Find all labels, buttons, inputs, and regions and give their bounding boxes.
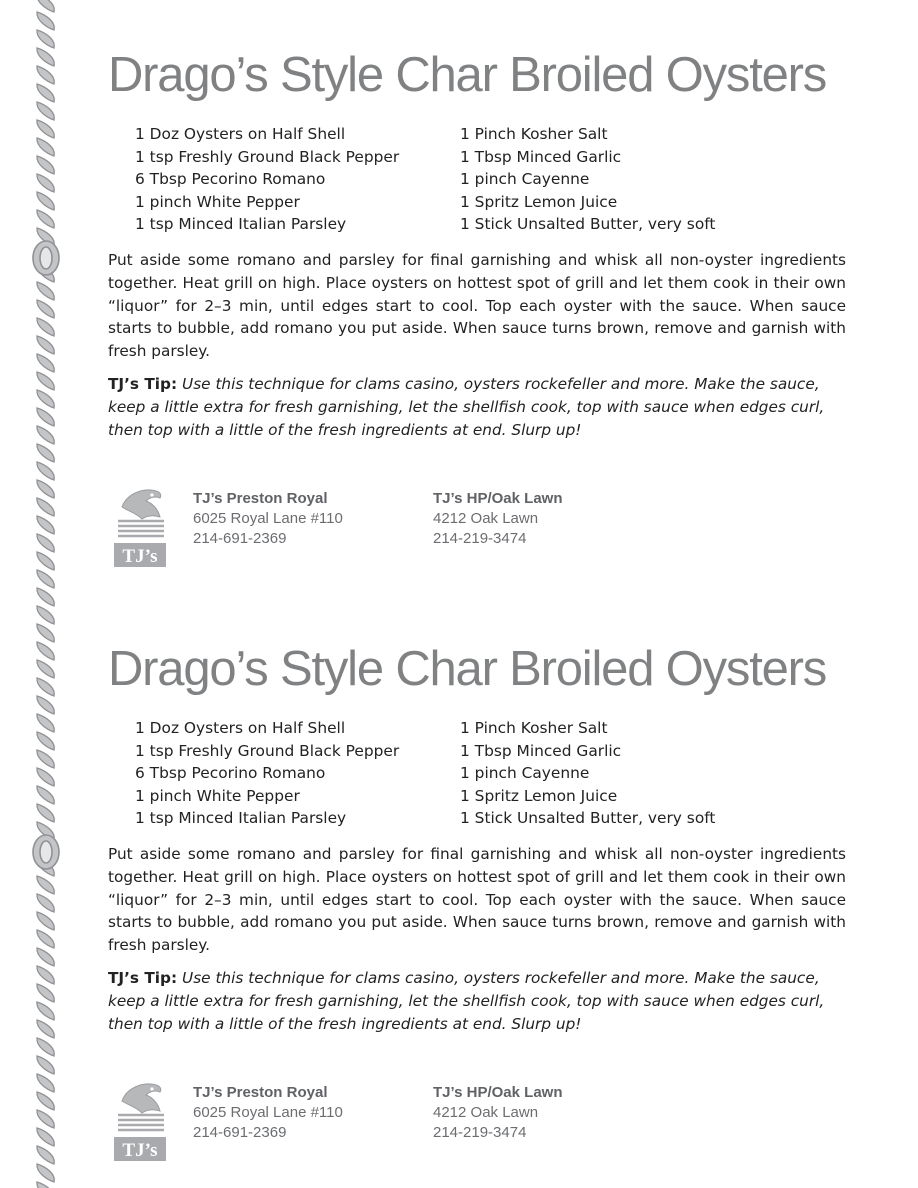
rope-strand [37,984,54,1002]
rope-strand [37,1146,54,1164]
rope-knot [33,835,59,869]
rope-strand [37,948,54,966]
rope-strand [37,570,54,588]
rope-strand [37,696,54,714]
recipe-title: Drago’s Style Char Broiled Oysters [108,48,827,102]
rope-strand [37,408,54,426]
tip-label: TJ’s Tip: [108,374,178,393]
tip-text: Use this technique for clams casino, oysters rockefeller and more. Make the sauce, keep a little extra for fresh garnishing, let the shellfish cook, top with sauce when edges curl, then top with a little of the fresh ingredients at end. Slurp up! [108,968,825,1033]
rope-strand [37,606,54,624]
location-address: 6025 Royal Lane #110 [193,1104,343,1122]
rope-strand [37,624,54,642]
rope-strand [37,390,54,408]
rope-strand [37,804,54,822]
logo-text: TJ’s [122,546,158,568]
rope-strand [37,714,54,732]
rope-strand [37,732,54,750]
ingredients-left-column [135,123,399,236]
rope-strand [37,966,54,984]
rope-strand [37,210,54,228]
rope-strand [37,354,54,372]
ingredient-item: 1 pinch Cayenne [460,764,590,783]
rope-strand [37,0,54,12]
ingredient-item: 1 Tbsp Minced Garlic [460,147,622,166]
rope-strand [37,1074,54,1092]
location-address: 4212 Oak Lawn [433,1104,539,1122]
method-paragraph: Put aside some romano and parsley for final garnishing and whisk all non-oyster ingredients together. Heat grill on high. Place oysters on hottest spot of grill and let them cook in their own “liquor” for 2–3 min, until edges start to cool. Top each oyster with the sauce. When sauce starts to bubble, add romano you put aside. When sauce turns brown, remove and garnish with fresh parsley. [108,251,846,361]
rope-strand [37,318,54,336]
rope-strand [37,678,54,696]
location-name: TJ’s HP/Oak Lawn [433,1084,563,1102]
method-paragraph: Put aside some romano and parsley for final garnishing and whisk all non-oyster ingredients together. Heat grill on high. Place oysters on hottest spot of grill and let them cook in their own “liquor” for 2–3 min, until edges start to cool. Top each oyster with the sauce. When sauce starts to bubble, add romano you put aside. When sauce turns brown, remove and garnish with fresh parsley. [108,845,846,955]
tjs-fish-logo-icon [112,1079,168,1163]
rope-strand [37,12,54,30]
rope-strand [37,1020,54,1038]
ingredient-item: 1 Doz Oysters on Half Shell [135,125,346,143]
rope-strand [37,912,54,930]
rope-strand [37,498,54,516]
rope-strand [37,1002,54,1020]
ingredient-item: 1 Pinch Kosher Salt [460,719,608,737]
rope-strand [37,174,54,192]
ingredients-list [108,717,848,829]
ingredient-item: 1 Spritz Lemon Juice [460,786,618,805]
rope-strand [37,930,54,948]
rope-strand [37,102,54,120]
location-name: TJ’s Preston Royal [193,1084,328,1102]
rope-strand [37,660,54,678]
rope-strand [37,138,54,156]
rope-strand [37,1164,54,1182]
ingredient-item: 1 Pinch Kosher Salt [460,125,608,143]
location-preston-royal [193,1083,343,1142]
rope-strand [37,426,54,444]
ingredient-item: 1 pinch White Pepper [135,786,300,805]
ingredient-item: 1 tsp Freshly Ground Black Pepper [135,741,400,760]
recipe-card [108,638,848,1171]
location-phone: 214-691-2369 [193,529,287,547]
rope-strand [37,876,54,894]
tip-text: Use this technique for clams casino, oysters rockefeller and more. Make the sauce, keep a little extra for fresh garnishing, let the shellfish cook, top with sauce when edges curl, then top with a little of the fresh ingredients at end. Slurp up! [108,374,825,439]
rope-strand [37,1182,54,1188]
logo-text: TJ’s [122,1140,158,1162]
ingredients-right-column [460,123,715,236]
recipe-title: Drago’s Style Char Broiled Oysters [108,642,827,696]
tip-label: TJ’s Tip: [108,968,178,987]
ingredient-item: 6 Tbsp Pecorino Romano [135,764,326,783]
rope-strand [37,48,54,66]
card-footer [108,487,848,577]
ingredient-item: 1 Tbsp Minced Garlic [460,741,622,760]
rope-strand [37,552,54,570]
ingredients-right-column [460,717,715,830]
rope-strand [37,120,54,138]
ingredient-item: 1 tsp Minced Italian Parsley [135,215,347,234]
rope-strand [37,588,54,606]
recipe-card [108,44,848,577]
rope-strand [37,282,54,300]
rope-strand [37,1128,54,1146]
location-oak-lawn [433,489,563,548]
tip-paragraph [108,373,846,441]
rope-strand [37,516,54,534]
rope-border-icon [0,0,72,1188]
location-oak-lawn [433,1083,563,1142]
rope-strand [37,156,54,174]
ingredient-item: 1 Stick Unsalted Butter, very soft [460,809,716,828]
rope-strand [37,1110,54,1128]
tjs-fish-logo-icon [112,485,168,569]
location-address: 6025 Royal Lane #110 [193,510,343,528]
rope-strand [37,66,54,84]
rope-strand [37,1092,54,1110]
rope-strand [37,462,54,480]
rope-strand [37,444,54,462]
rope-strand [37,786,54,804]
ingredient-item: 1 tsp Minced Italian Parsley [135,809,347,828]
rope-knot [33,241,59,275]
card-footer [108,1081,848,1171]
rope-strand [37,300,54,318]
rope-strand [37,642,54,660]
rope-strand [37,534,54,552]
ingredient-item: 1 tsp Freshly Ground Black Pepper [135,147,400,166]
rope-strand [37,84,54,102]
rope-strand [37,1038,54,1056]
ingredients-left-column [135,717,399,830]
ingredients-list [108,123,848,235]
location-name: TJ’s HP/Oak Lawn [433,490,563,508]
ingredient-item: 1 pinch Cayenne [460,170,590,189]
location-phone: 214-219-3474 [433,1123,527,1141]
rope-strand [37,750,54,768]
location-address: 4212 Oak Lawn [433,510,539,528]
ingredient-item: 6 Tbsp Pecorino Romano [135,170,326,189]
location-preston-royal [193,489,343,548]
rope-strand [37,192,54,210]
rope-strand [37,768,54,786]
ingredient-item: 1 Doz Oysters on Half Shell [135,719,346,737]
rope-strand [37,480,54,498]
location-phone: 214-691-2369 [193,1123,287,1141]
rope-strand [37,894,54,912]
rope-strand [37,372,54,390]
rope-strand [37,336,54,354]
ingredient-item: 1 Spritz Lemon Juice [460,192,618,211]
ingredient-item: 1 Stick Unsalted Butter, very soft [460,215,716,234]
location-name: TJ’s Preston Royal [193,490,328,508]
rope-strand [37,1056,54,1074]
ingredient-item: 1 pinch White Pepper [135,192,300,211]
rope-strand [37,30,54,48]
location-phone: 214-219-3474 [433,529,527,547]
tip-paragraph [108,967,846,1035]
